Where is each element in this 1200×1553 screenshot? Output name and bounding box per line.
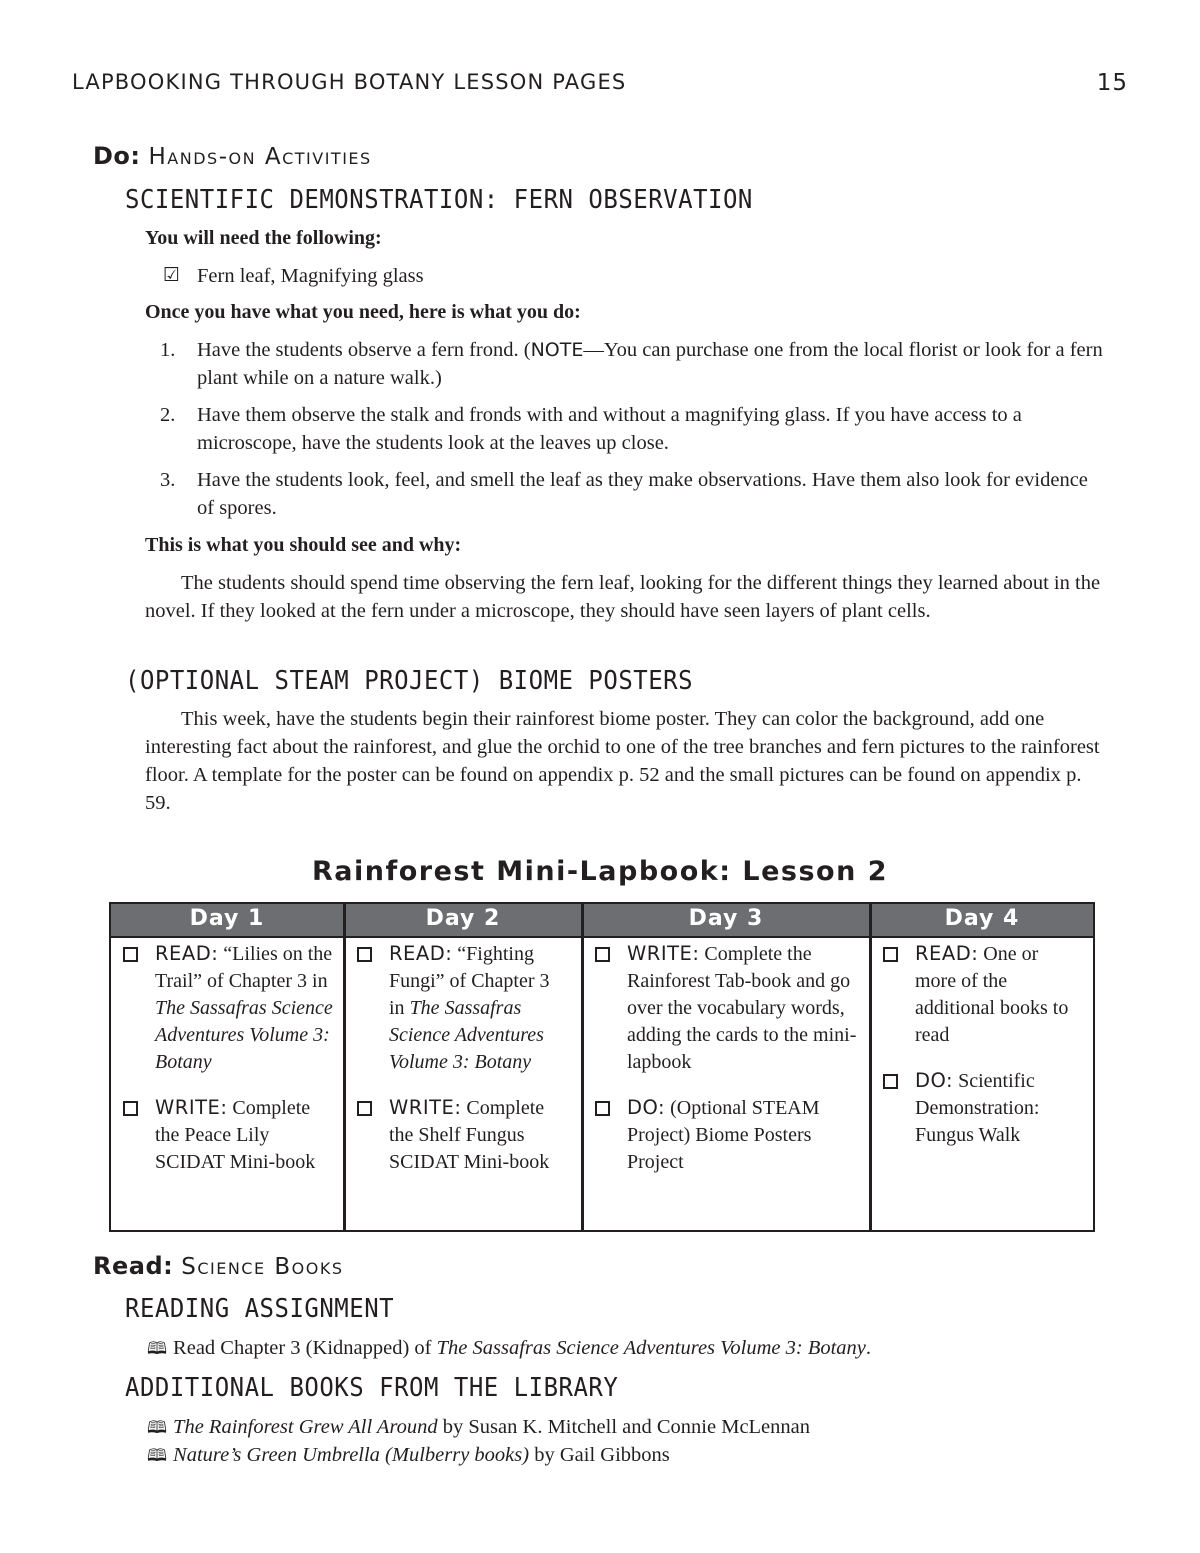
task-tag: WRITE: <box>627 942 700 965</box>
step-text: Have the students look, feel, and smell the leaf as they make observations. Have them also look for evidence of spores. <box>197 469 1088 519</box>
read-section-heading <box>93 1252 344 1280</box>
steps-list <box>160 336 1110 531</box>
book-icon: 🕮 <box>147 1418 168 1438</box>
library-book <box>147 1413 810 1442</box>
checked-box-icon: ☑ <box>163 264 181 286</box>
task-text: “Fighting Fungi” of Chapter 3 in <box>389 943 550 1019</box>
day-1-header: Day 1 <box>189 906 265 931</box>
note-word: NOTE <box>530 339 584 361</box>
day-4-cell <box>883 940 1083 1167</box>
library-book-title: Nature’s Green Umbrella (Mulberry books) <box>173 1444 530 1466</box>
assignment-line <box>147 1334 871 1363</box>
day-4-header: Day 4 <box>944 906 1020 931</box>
step-item <box>160 401 1110 457</box>
task-tag: DO: <box>915 1069 954 1092</box>
day-2-header: Day 2 <box>425 906 501 931</box>
task-text: Complete the Rainforest Tab-book and go over the vocabulary words, adding the cards to the mini-lapbook <box>627 943 857 1073</box>
step-item <box>160 336 1110 392</box>
task-tag: READ: <box>389 942 453 965</box>
assignment-end: . <box>865 1337 872 1359</box>
task-text: One or more of the additional books to read <box>915 943 1069 1046</box>
step-text-part: —You can purchase one from the local florist or look for a fern plant while on a nature walk.) <box>197 339 1103 389</box>
checkbox[interactable] <box>595 947 610 962</box>
checkbox[interactable] <box>123 947 138 962</box>
why-paragraph <box>145 569 1105 625</box>
column-divider <box>581 904 584 1230</box>
steam-paragraph <box>145 705 1105 817</box>
materials-list: Fern leaf, Magnifying glass <box>197 265 424 287</box>
demo-heading: SCIENTIFIC DEMONSTRATION: FERN OBSERVATION <box>125 184 753 215</box>
do-section-heading <box>93 142 372 170</box>
checkbox[interactable] <box>883 1074 898 1089</box>
task-text: Complete the Peace Lily SCIDAT Mini-book <box>155 1097 316 1173</box>
assignment-heading: READING ASSIGNMENT <box>125 1293 395 1324</box>
step-text-part: Have the students observe a fern frond. ( <box>197 339 531 361</box>
do-title: Hands-on Activities <box>148 144 372 170</box>
task-book-title: The Sassafras Science Adventures Volume 3: Botany <box>155 997 333 1073</box>
steps-label: Once you have what you need, here is what you do: <box>145 301 581 323</box>
task-item <box>123 940 337 1076</box>
task-text: Scientific Demonstration: Fungus Walk <box>915 1070 1040 1146</box>
task-item <box>883 940 1083 1049</box>
task-item <box>357 940 567 1076</box>
why-label: This is what you should see and why: <box>145 534 462 556</box>
task-tag: WRITE: <box>155 1096 228 1119</box>
why-text: The students should spend time observing the fern leaf, looking for the different things they learned about in the novel. If they looked at the fern under a microscope, they should have seen layers of plant cells. <box>145 572 1101 622</box>
lapbook-title: Rainforest Mini-Lapbook: Lesson 2 <box>311 856 889 887</box>
step-number: 3. <box>160 469 176 491</box>
task-item <box>883 1067 1083 1149</box>
task-item <box>595 940 857 1076</box>
checkbox[interactable] <box>123 1101 138 1116</box>
library-book-title: The Rainforest Grew All Around <box>173 1416 438 1438</box>
checkbox[interactable] <box>595 1101 610 1116</box>
column-divider <box>869 904 872 1230</box>
page-number: 15 <box>1096 70 1128 96</box>
column-divider <box>343 904 346 1230</box>
library-heading: ADDITIONAL BOOKS FROM THE LIBRARY <box>125 1372 619 1403</box>
step-text: Have them observe the stalk and fronds with and without a magnifying glass. If you have access to a microscope, have the students look at the leaves up close. <box>197 404 1022 454</box>
day-2-cell <box>357 940 567 1194</box>
library-book <box>147 1441 670 1470</box>
checkbox[interactable] <box>883 947 898 962</box>
running-title: LAPBOOKING THROUGH BOTANY LESSON PAGES <box>72 70 627 94</box>
assignment-text: Read Chapter 3 (Kidnapped) of <box>173 1337 437 1359</box>
step-item <box>160 466 1110 522</box>
need-label: You will need the following: <box>145 227 382 249</box>
book-icon: 🕮 <box>147 1339 168 1359</box>
steam-heading: (OPTIONAL STEAM PROJECT) BIOME POSTERS <box>125 665 694 696</box>
task-tag: WRITE: <box>389 1096 462 1119</box>
task-tag: DO: <box>627 1096 666 1119</box>
day-3-cell <box>595 940 857 1194</box>
book-icon: 🕮 <box>147 1446 168 1466</box>
lapbook-table <box>109 902 1095 1232</box>
step-number: 2. <box>160 404 176 426</box>
task-item <box>123 1094 337 1176</box>
read-title: Science Books <box>181 1254 344 1280</box>
read-keyword: Read: <box>93 1252 174 1280</box>
checkbox[interactable] <box>357 947 372 962</box>
task-tag: READ: <box>915 942 979 965</box>
task-text: “Lilies on the Trail” of Chapter 3 in <box>155 943 333 992</box>
task-book-title: The Sassafras Science Adventures Volume 3: Botany <box>389 997 544 1073</box>
do-keyword: Do: <box>93 142 141 170</box>
task-item <box>595 1094 857 1176</box>
task-text: (Optional STEAM Project) Biome Posters Project <box>627 1097 820 1173</box>
step-text <box>197 336 1110 392</box>
task-text: Complete the Shelf Fungus SCIDAT Mini-book <box>389 1097 550 1173</box>
task-item <box>357 1094 567 1176</box>
running-header <box>72 70 1128 100</box>
assignment-book-title: The Sassafras Science Adventures Volume 3: Botany <box>436 1337 866 1359</box>
checkbox[interactable] <box>357 1101 372 1116</box>
step-number: 1. <box>160 339 176 361</box>
steam-text: This week, have the students begin their rainforest biome poster. They can color the background, add one interesting fact about the rainforest, and glue the orchid to one of the tree branches and fern pictures to the rainforest floor. A template for the poster can be found on appendix p. 52 and the small pictures can be found on appendix p. 59. <box>145 708 1100 814</box>
day-1-cell <box>123 940 337 1194</box>
library-book-author: by Gail Gibbons <box>529 1444 670 1466</box>
library-book-author: by Susan K. Mitchell and Connie McLennan <box>437 1416 811 1438</box>
day-3-header: Day 3 <box>688 906 764 931</box>
task-tag: READ: <box>155 942 219 965</box>
